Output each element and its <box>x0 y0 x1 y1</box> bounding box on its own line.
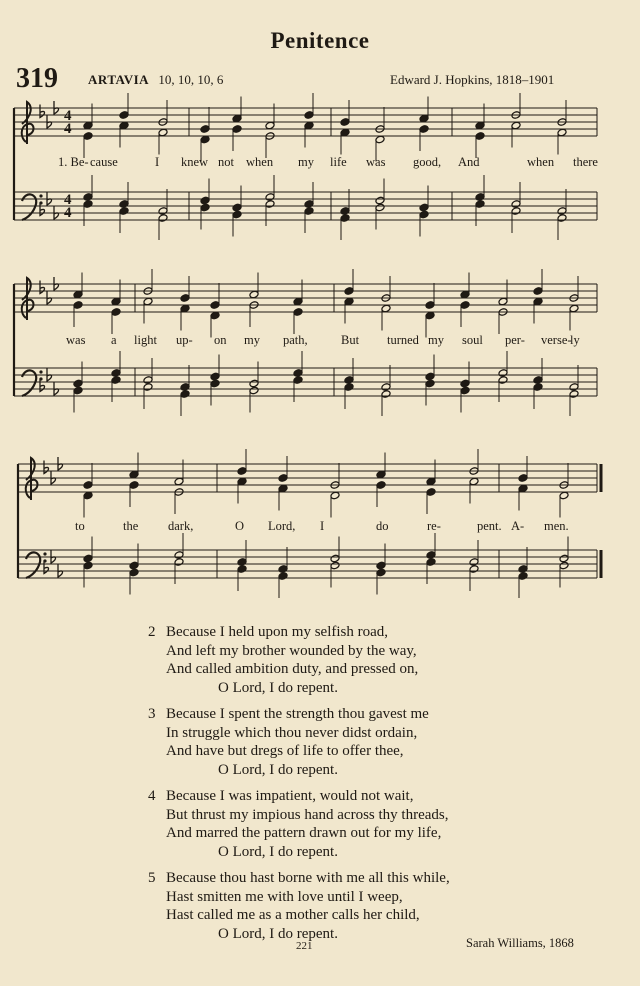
composer-credit: Edward J. Hopkins, 1818–1901 <box>390 72 555 87</box>
lyric-syllable: O <box>235 519 245 533</box>
note-head <box>304 207 314 216</box>
author-credit: Sarah Williams, 1868 <box>466 936 574 950</box>
verse-line <box>148 806 450 825</box>
note-head <box>111 297 121 306</box>
verses-block <box>148 623 450 951</box>
note-head <box>111 369 121 378</box>
verse-line <box>148 906 450 925</box>
note-head <box>249 379 259 388</box>
note-head <box>210 301 220 310</box>
hymn-number: 319 <box>16 63 58 94</box>
note-head <box>210 311 220 320</box>
flat-icon <box>44 461 49 474</box>
verse-text: Because thou hast borne with me all this while, <box>166 870 450 886</box>
lyric-syllable: light <box>134 333 157 347</box>
verse-line <box>148 888 450 907</box>
verse-text: Because I held upon my selfish road, <box>166 624 389 640</box>
note-head <box>381 383 391 392</box>
verse-line <box>148 742 450 761</box>
note-head <box>83 132 93 141</box>
verse-line <box>148 660 450 679</box>
note-head <box>375 203 385 212</box>
hymn-title: Penitence <box>270 28 370 53</box>
note-head <box>304 111 314 120</box>
note-head <box>293 297 303 306</box>
lyric-syllable: was <box>366 155 386 169</box>
verse-text: Hast smitten me with love until I weep, <box>166 888 403 905</box>
lyric-syllable: my <box>298 155 314 169</box>
note-head <box>426 477 436 486</box>
lyric-syllable: But <box>341 333 360 347</box>
lyric-syllable: path, <box>283 333 308 347</box>
note-head <box>73 386 83 395</box>
note-head <box>375 135 385 144</box>
lyric-syllable: A- <box>511 519 525 533</box>
note-head <box>111 376 121 385</box>
time-signature-digit: 4 <box>64 205 72 221</box>
lyric-syllable: I <box>320 519 325 533</box>
note-head <box>237 467 247 476</box>
verse-line <box>148 869 450 888</box>
tune-name: ARTAVIA <box>88 72 150 87</box>
flat-icon <box>47 192 52 205</box>
note-head <box>129 470 139 479</box>
note-head <box>83 200 93 209</box>
lyric-syllable: up- <box>176 333 193 347</box>
note-head <box>249 386 259 395</box>
verse-number: 5 <box>148 870 156 886</box>
note-head <box>344 297 354 306</box>
lyric-syllable: when <box>246 155 274 169</box>
note-head <box>460 386 470 395</box>
verse <box>148 623 450 697</box>
note-head <box>557 214 567 223</box>
note-head <box>344 383 354 392</box>
flat-icon <box>54 277 59 290</box>
lyric-syllable: dark, <box>168 519 194 533</box>
lyric-syllable: ly <box>570 333 580 347</box>
note-head <box>293 308 303 317</box>
note-head <box>174 558 184 567</box>
note-head <box>376 481 386 490</box>
verse-text: Because I was impatient, would not wait, <box>166 788 414 804</box>
lyric-syllable: when <box>527 155 555 169</box>
verse-line <box>148 724 450 743</box>
note-head <box>111 308 121 317</box>
note-head <box>237 558 247 567</box>
lyric-syllable: life <box>330 155 347 169</box>
note-head <box>180 390 190 399</box>
note-head <box>265 200 275 209</box>
verse-text: And left my brother wounded by the way, <box>166 642 417 659</box>
note-head <box>83 561 93 570</box>
flat-icon <box>58 564 63 577</box>
note-head <box>158 214 168 223</box>
lyric-syllable: soul <box>462 333 483 347</box>
note-head <box>419 125 429 134</box>
note-head <box>475 193 485 202</box>
note-head <box>330 491 340 500</box>
note-head <box>475 121 485 130</box>
note-head <box>200 125 210 134</box>
flat-icon <box>51 471 56 484</box>
lyric-syllable: to <box>75 519 85 533</box>
note-head <box>376 561 386 570</box>
lyric-syllable: do <box>376 519 389 533</box>
flat-icon <box>54 101 59 114</box>
verse-number: 3 <box>148 706 156 722</box>
note-head <box>158 207 168 216</box>
note-head <box>174 551 184 560</box>
verse-line <box>148 642 450 661</box>
verse-line <box>148 623 450 642</box>
lyric-syllable: re- <box>427 519 441 533</box>
note-head <box>83 121 93 130</box>
note-head <box>180 383 190 392</box>
lyric-syllable: verse- <box>541 333 572 347</box>
bass-clef-icon <box>26 552 40 578</box>
verse-text: But thrust my impious hand across thy threads, <box>166 806 449 823</box>
note-head <box>232 114 242 123</box>
lyric-syllable: And <box>458 155 480 169</box>
note-head <box>119 200 129 209</box>
note-head <box>344 376 354 385</box>
note-head <box>375 196 385 205</box>
note-head <box>340 118 350 127</box>
note-head <box>278 565 288 574</box>
note-head <box>73 379 83 388</box>
note-head <box>180 304 190 313</box>
note-head <box>83 481 93 490</box>
verse-text: O Lord, I do repent. <box>218 843 338 860</box>
time-signature-digit: 4 <box>64 192 72 208</box>
lyric-syllable: Lord, <box>268 519 296 533</box>
note-head <box>174 477 184 486</box>
verse-line <box>148 824 450 843</box>
note-head <box>330 554 340 563</box>
note-head <box>557 207 567 216</box>
note-head <box>425 301 435 310</box>
note-head <box>237 477 247 486</box>
note-head <box>533 297 543 306</box>
note-head <box>200 203 210 212</box>
bass-clef-icon <box>22 194 36 220</box>
note-head <box>511 200 521 209</box>
flat-icon <box>47 115 52 128</box>
note-head <box>426 551 436 560</box>
verse-line <box>148 705 450 724</box>
note-head <box>119 121 129 130</box>
note-head <box>278 474 288 483</box>
note-head <box>83 554 93 563</box>
note-head <box>498 376 508 385</box>
note-head <box>143 376 153 385</box>
lyric-syllable: pent. <box>477 519 502 533</box>
note-head <box>73 301 83 310</box>
note-head <box>569 383 579 392</box>
verse-number: 2 <box>148 624 156 640</box>
bass-clef-dot <box>39 194 42 197</box>
flat-icon <box>54 382 59 395</box>
note-head <box>559 491 569 500</box>
note-head <box>518 484 528 493</box>
note-head <box>533 383 543 392</box>
note-head <box>569 390 579 399</box>
flat-icon <box>51 550 56 563</box>
flat-icon <box>40 105 45 118</box>
note-head <box>210 372 220 381</box>
note-head <box>426 558 436 567</box>
note-head <box>129 481 139 490</box>
note-head <box>232 210 242 219</box>
verse-number: 4 <box>148 788 156 804</box>
note-head <box>158 128 168 137</box>
bass-clef-dot <box>43 552 46 555</box>
note-head <box>210 379 220 388</box>
meter: 10, 10, 10, 6 <box>158 72 224 87</box>
note-head <box>340 207 350 216</box>
verse <box>148 705 450 779</box>
lyric-syllable: men. <box>544 519 569 533</box>
note-head <box>569 304 579 313</box>
note-head <box>278 572 288 581</box>
note-head <box>498 297 508 306</box>
note-head <box>249 290 259 299</box>
note-head <box>511 121 521 130</box>
note-head <box>460 301 470 310</box>
note-head <box>278 484 288 493</box>
note-head <box>381 390 391 399</box>
note-head <box>200 135 210 144</box>
note-head <box>425 311 435 320</box>
note-head <box>119 207 129 216</box>
verse-text: And marred the pattern drawn out for my life, <box>166 825 442 841</box>
note-head <box>265 193 275 202</box>
lyric-syllable: per- <box>505 333 525 347</box>
verse-text: O Lord, I do repent. <box>218 925 338 942</box>
note-head <box>304 121 314 130</box>
note-head <box>200 196 210 205</box>
flat-icon <box>40 281 45 294</box>
note-head <box>293 369 303 378</box>
lyric-syllable: knew <box>181 155 209 169</box>
note-head <box>419 203 429 212</box>
note-head <box>119 111 129 120</box>
note-head <box>232 203 242 212</box>
verse-line <box>148 843 450 862</box>
note-head <box>330 561 340 570</box>
flat-icon <box>58 457 63 470</box>
verse <box>148 787 450 861</box>
note-head <box>475 200 485 209</box>
verse-text: In struggle which thou never didst ordain, <box>166 724 418 741</box>
note-head <box>518 474 528 483</box>
note-head <box>237 565 247 574</box>
lyric-syllable: not <box>218 155 234 169</box>
flat-icon <box>47 291 52 304</box>
note-head <box>469 565 479 574</box>
lyric-syllable: there <box>573 155 598 169</box>
lyric-syllable: was <box>66 333 86 347</box>
note-head <box>498 369 508 378</box>
verse-text: Hast called me as a mother calls her child, <box>166 907 420 923</box>
note-head <box>460 290 470 299</box>
time-signature-digit: 4 <box>64 108 72 124</box>
note-head <box>518 572 528 581</box>
note-head <box>518 565 528 574</box>
verse-text: And called ambition duty, and pressed on, <box>166 661 419 677</box>
note-head <box>143 383 153 392</box>
verse-text: And have but dregs of life to offer thee, <box>166 743 404 759</box>
note-head <box>83 491 93 500</box>
note-head <box>293 376 303 385</box>
lyric-syllable: good, <box>413 155 442 169</box>
note-head <box>265 121 275 130</box>
note-head <box>419 114 429 123</box>
note-head <box>511 207 521 216</box>
verse-line <box>148 787 450 806</box>
note-head <box>557 128 567 137</box>
note-head <box>426 488 436 497</box>
note-head <box>533 376 543 385</box>
lyric-syllable: my <box>428 333 444 347</box>
verse-line <box>148 761 450 780</box>
note-head <box>143 297 153 306</box>
note-head <box>83 193 93 202</box>
lyric-syllable: turned <box>387 333 419 347</box>
time-signature-digit: 4 <box>64 121 72 137</box>
lyric-syllable: cause <box>90 155 118 169</box>
note-head <box>376 568 386 577</box>
verse-text: Because I spent the strength thou gavest me <box>166 706 429 722</box>
note-head <box>475 132 485 141</box>
note-head <box>419 210 429 219</box>
lyric-syllable: 1. Be- <box>58 155 89 169</box>
verse-text: O Lord, I do repent. <box>218 761 338 778</box>
note-head <box>304 200 314 209</box>
note-head <box>340 128 350 137</box>
lyric-syllable: on <box>214 333 227 347</box>
verse-text: O Lord, I do repent. <box>218 679 338 696</box>
note-head <box>425 372 435 381</box>
note-head <box>232 125 242 134</box>
note-head <box>340 214 350 223</box>
lyric-syllable: my <box>244 333 260 347</box>
flat-icon <box>54 206 59 219</box>
lyric-syllable: a <box>111 333 117 347</box>
note-head <box>559 554 569 563</box>
note-head <box>180 294 190 303</box>
note-head <box>469 558 479 567</box>
flat-icon <box>47 368 52 381</box>
note-head <box>129 561 139 570</box>
note-head <box>381 304 391 313</box>
note-head <box>559 561 569 570</box>
verse-line <box>148 679 450 698</box>
lyric-syllable: I <box>155 155 160 169</box>
note-head <box>129 568 139 577</box>
note-head <box>460 379 470 388</box>
bass-clef-icon <box>22 370 36 396</box>
page-number: 221 <box>296 940 313 952</box>
note-head <box>469 477 479 486</box>
note-head <box>533 287 543 296</box>
note-head <box>376 470 386 479</box>
bass-clef-dot <box>39 370 42 373</box>
lyric-syllable: the <box>123 519 139 533</box>
verse <box>148 869 450 943</box>
note-head <box>344 287 354 296</box>
note-head <box>73 290 83 299</box>
note-head <box>425 379 435 388</box>
